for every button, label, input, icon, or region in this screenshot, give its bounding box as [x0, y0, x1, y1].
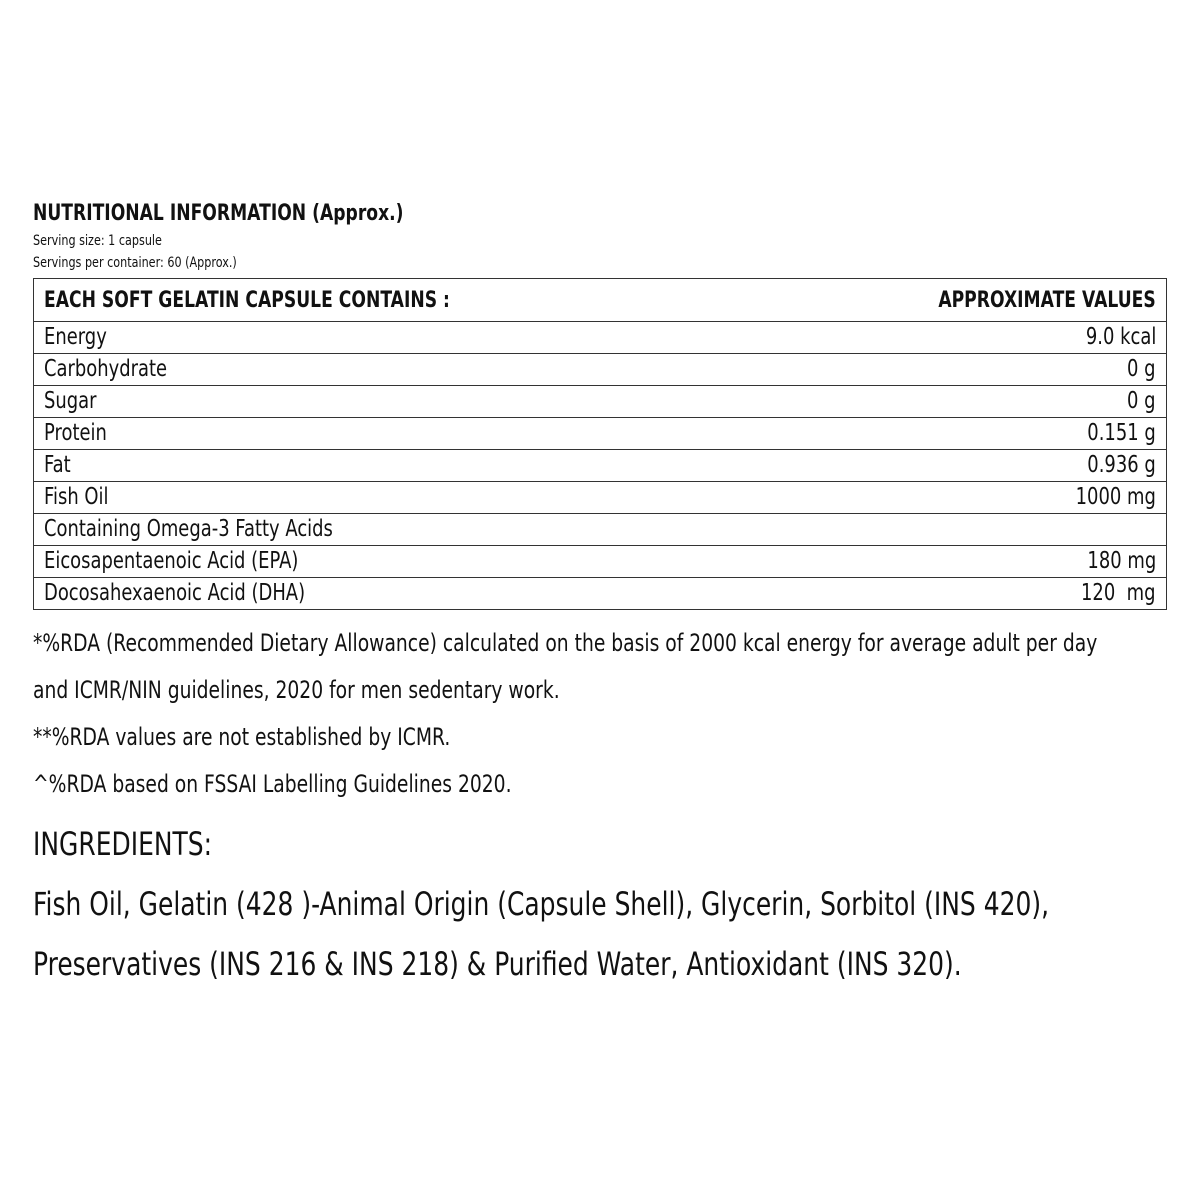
footnote-line [33, 667, 1167, 714]
servings-per-container [33, 252, 1167, 274]
nutrient-value-text: 120 mg [1081, 580, 1156, 606]
nutrient-name-text: Eicosapentaenoic Acid (EPA) [44, 548, 299, 574]
nutrient-value [763, 354, 1167, 386]
servings-per-container-text: Servings per container: 60 (Approx.) [33, 255, 237, 271]
nutrition-label [33, 198, 1167, 994]
nutrient-name [34, 418, 763, 450]
footnote-text: *%RDA (Recommended Dietary Allowance) calculated on the basis of 2000 kcal energy for average adult per day [33, 629, 1098, 657]
table-row [34, 386, 1167, 418]
table-header-left [34, 279, 763, 322]
nutrient-name-text: Fish Oil [44, 484, 109, 510]
nutrient-value [763, 418, 1167, 450]
nutrient-name [34, 322, 763, 354]
table-row [34, 482, 1167, 514]
nutrient-value-text: 0 g [1127, 356, 1156, 382]
nutrient-value-text: 0.151 g [1087, 420, 1156, 446]
label-title [33, 198, 1167, 230]
ingredients-line-text: Preservatives (INS 216 & INS 218) & Purified Water, Antioxidant (INS 320). [33, 945, 962, 983]
table-row [34, 418, 1167, 450]
ingredients-heading [33, 814, 1167, 874]
footnote-line [33, 620, 1167, 667]
serving-size [33, 230, 1167, 252]
nutrient-value-text: 0.936 g [1087, 452, 1156, 478]
table-header-row [34, 279, 1167, 322]
label-title-text: NUTRITIONAL INFORMATION (Approx.) [33, 201, 404, 226]
nutrient-name-text: Fat [44, 452, 71, 478]
nutrient-value [763, 450, 1167, 482]
footnote-text: and ICMR/NIN guidelines, 2020 for men sedentary work. [33, 676, 560, 704]
nutrient-value [763, 482, 1167, 514]
nutrient-name-text: Docosahexaenoic Acid (DHA) [44, 580, 306, 606]
ingredients-list [33, 874, 1167, 994]
footnotes [33, 620, 1167, 808]
nutrient-name [34, 450, 763, 482]
nutrient-value-text: 9.0 kcal [1085, 324, 1156, 350]
table-header-left-text: EACH SOFT GELATIN CAPSULE CONTAINS : [44, 287, 450, 313]
nutrient-value-text: 0 g [1127, 388, 1156, 414]
table-row [34, 354, 1167, 386]
nutrient-value-text: 180 mg [1087, 548, 1156, 574]
nutrient-name [34, 546, 763, 578]
ingredients-line [33, 934, 1167, 994]
footnote-text: **%RDA values are not established by ICMR. [33, 723, 451, 751]
ingredients-line-text: Fish Oil, Gelatin (428 )-Animal Origin (Capsule Shell), Glycerin, Sorbitol (INS 420), [33, 885, 1050, 923]
nutrient-value-text: 1000 mg [1075, 484, 1156, 510]
ingredients-heading-text: INGREDIENTS: [33, 825, 213, 863]
nutrient-value [763, 322, 1167, 354]
table-header-right [763, 279, 1167, 322]
nutrient-value [763, 514, 1167, 546]
ingredients-line [33, 874, 1167, 934]
nutrient-name-text: Energy [44, 324, 107, 350]
table-row [34, 514, 1167, 546]
nutrient-name [34, 578, 763, 610]
table-row [34, 546, 1167, 578]
table-row [34, 322, 1167, 354]
nutrient-name [34, 482, 763, 514]
nutrient-name-text: Sugar [44, 388, 97, 414]
table-row [34, 578, 1167, 610]
nutrition-table [33, 278, 1167, 610]
nutrient-value [763, 386, 1167, 418]
nutrient-name [34, 354, 763, 386]
table-row [34, 450, 1167, 482]
serving-size-text: Serving size: 1 capsule [33, 233, 162, 249]
nutrient-value [763, 546, 1167, 578]
nutrient-name-text: Containing Omega-3 Fatty Acids [44, 516, 333, 542]
footnote-line [33, 761, 1167, 808]
table-header-right-text: APPROXIMATE VALUES [938, 287, 1156, 313]
nutrient-name-text: Carbohydrate [44, 356, 168, 382]
nutrient-name-text: Protein [44, 420, 107, 446]
nutrient-name [34, 386, 763, 418]
nutrient-name [34, 514, 763, 546]
footnote-text: ^%RDA based on FSSAI Labelling Guidelines 2020. [33, 770, 512, 798]
nutrient-value [763, 578, 1167, 610]
footnote-line [33, 714, 1167, 761]
